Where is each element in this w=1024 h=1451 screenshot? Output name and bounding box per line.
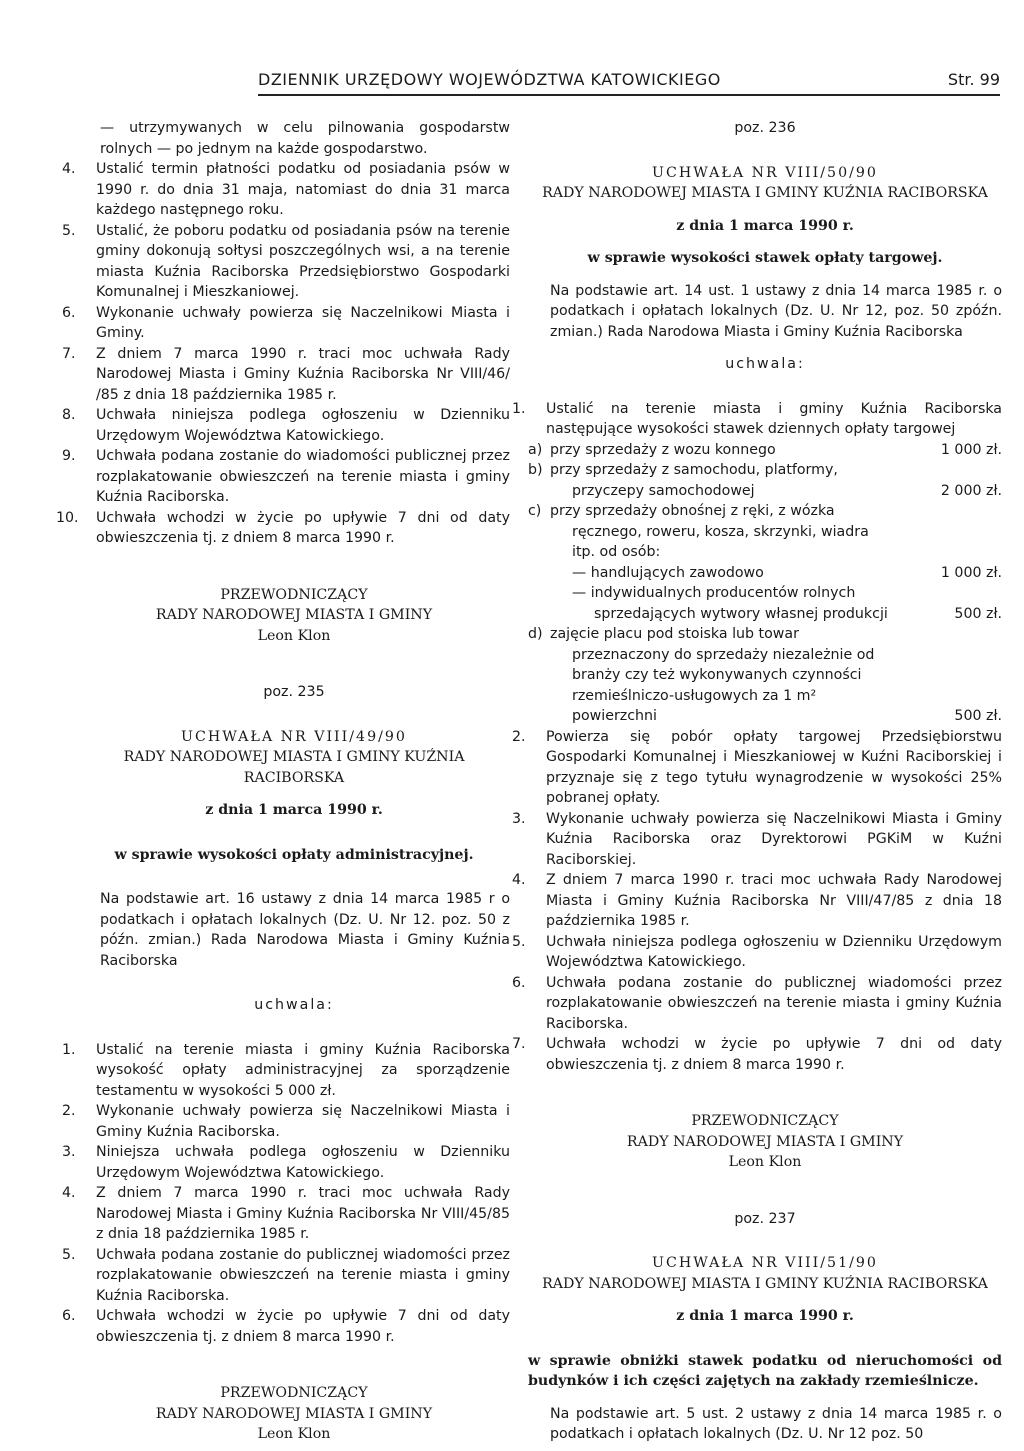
resolution-item-5: 6. Uchwała podana zostanie do publicznej wiadomości przez rozplakatowanie obwieszczeń na terenie miasta i gminy Kuźnia Raciborska. bbox=[512, 974, 1002, 1032]
right-column bbox=[512, 118, 1002, 1445]
signature-council: RADY NARODOWEJ MIASTA I GMINY bbox=[155, 607, 433, 623]
resolution-item-3: 3. Niniejsza uchwała podlega ogłoszeniu w Dzienniku Urzędowym Województwa Katowickiego. bbox=[62, 1144, 510, 1181]
fee-c: c) przy sprzedaży obnośnej z ręki, z wózka ręcznego, roweru, kosza, skrzynki, wiadra itp. od osób: — handlujących zawodowo 1 000 zł. — indywidualnych producentów rolnych sprzedających wytwory własnej produkcji 500 zł. bbox=[528, 503, 1002, 622]
resolution-item-5: 5. Uchwała podana zostanie do publicznej wiadomości przez rozplakatowanie obwieszczeń na terenie miasta i gminy Kuźnia Raciborska. bbox=[62, 1246, 510, 1304]
legal-basis: Na podstawie art. 16 ustawy z dnia 14 marca 1985 r o podatkach i opłatach lokalnych (Dz. U. Nr 12. poz. 50 z późn. zmian.) Rada Narodowa Miasta i Gminy Kuźnia Raciborska bbox=[100, 891, 510, 969]
resolution-title: UCHWAŁA NR VIII/50/90 bbox=[652, 164, 878, 181]
page-header bbox=[258, 68, 1000, 96]
signature-council: RADY NARODOWEJ MIASTA I GMINY bbox=[626, 1133, 904, 1150]
signature-name: Leon Klon bbox=[257, 1426, 331, 1442]
fee-b: b) przy sprzedaży z samochodu, platformy, przyczepy samochodowej 2 000 zł. bbox=[528, 462, 1002, 499]
resolution-236-items bbox=[512, 727, 1002, 1076]
uchwala-heading: uchwala: bbox=[725, 356, 805, 372]
fee-d: d) zajęcie placu pod stoiska lub towar przeznaczony do sprzedaży niezależnie od branży czy też wykonywanych czynności rzemieślniczo-usługowych za 1 m² powierzchni 500 zł. bbox=[528, 626, 1002, 724]
resolution-item-1: 4. Ustalić termin płatności podatku od posiadania psów w 1990 r. do dnia 31 maja, natomiast do dnia 31 marca każdego następnego roku. bbox=[62, 161, 510, 218]
resolution-item-2: 5. Ustalić, że poboru podatku od posiadania psów na terenie gminy dokonują sołtysi poszczególnych wsi, a na terenie miasta Kuźnia Raciborska Przedsiębiorstwo Gospodarki Komunalnej i Mieszkaniowej. bbox=[62, 222, 510, 300]
signature-name: Leon Klon bbox=[257, 627, 331, 644]
resolution-subject: w sprawie obniżki stawek podatku od nieruchomości od budynków i ich części zajętych na zakłady rzemieślnicze. bbox=[528, 1352, 1002, 1389]
journal-title: DZIENNIK URZĘDOWY WOJEWÓDZTWA KATOWICKIEGO bbox=[258, 70, 721, 89]
page-number: Str. 99 bbox=[947, 70, 1000, 89]
signature-title: PRZEWODNICZĄCY bbox=[220, 1385, 368, 1401]
resolution-item-3: 6. Wykonanie uchwały powierza się Naczelnikowi Miasta i Gminy. bbox=[62, 304, 510, 341]
resolution-item-7: 10. Uchwała wchodzi w życie po upływie 7 dni od daty obwieszczenia tj. z dniem 8 marca 1990 r. bbox=[56, 509, 510, 546]
position-number: poz. 235 bbox=[263, 684, 325, 700]
signature-council: RADY NARODOWEJ MIASTA I GMINY bbox=[155, 1405, 433, 1422]
resolution-item-4: 7. Z dniem 7 marca 1990 r. traci moc uchwała Rady Narodowej Miasta i Gminy Kuźnia Raciborska Nr VIII/46/ /85 z dnia 18 października 1985 r. bbox=[62, 345, 510, 403]
resolution-date: z dnia 1 marca 1990 r. bbox=[676, 217, 854, 234]
resolution-date: z dnia 1 marca 1990 r. bbox=[205, 802, 383, 818]
resolution-item-4: 4. Z dniem 7 marca 1990 r. traci moc uchwała Rady Narodowej Miasta i Gminy Kuźnia Raciborska Nr VIII/45/85 z dnia 18 października 1985 r. bbox=[62, 1185, 510, 1242]
resolution-item-3: 4. Z dniem 7 marca 1990 r. traci moc uchwała Rady Narodowej Miasta i Gminy Kuźnia Raciborska Nr VIII/47/85 z dnia 18 października 1985 r. bbox=[512, 872, 1002, 929]
resolution-item-1: 2. Powierza się pobór opłaty targowej Przedsiębiorstwu Gospodarki Komunalnej i Mieszkaniowej w Kuźni Raciborskiej i przyznaje się z tego tytułu wynagrodzenie w wysokości 25% pobranej opłaty. bbox=[512, 728, 1002, 806]
resolution-council: RADY NARODOWEJ MIASTA I GMINY KUŹNIA RACIBORSKA bbox=[123, 749, 465, 786]
left-column bbox=[56, 118, 510, 1445]
resolution-item-6: 9. Uchwała podana zostanie do wiadomości publicznej przez rozplakatowanie obwieszczeń na terenie miasta i gminy Kuźnia Raciborska. bbox=[62, 448, 510, 505]
resolution-item-1: 1. Ustalić na terenie miasta i gminy Kuźnia Raciborska następujące wysokości stawek dziennych opłaty targowej bbox=[512, 400, 1002, 437]
resolution-council: RADY NARODOWEJ MIASTA I GMINY KUŹNIA RACIBORSKA bbox=[542, 185, 988, 201]
signature-name: Leon Klon bbox=[728, 1154, 802, 1170]
signature-title: PRZEWODNICZĄCY bbox=[220, 586, 368, 603]
resolution-title: UCHWAŁA NR VIII/51/90 bbox=[652, 1255, 878, 1271]
resolution-title: UCHWAŁA NR VIII/49/90 bbox=[181, 728, 407, 745]
signature-title: PRZEWODNICZĄCY bbox=[691, 1113, 839, 1129]
intro-text: — utrzymywanych w celu pilnowania gospodarstw rolnych — po jednym na każde gospodarstwo. bbox=[100, 120, 510, 157]
fee-a: a) przy sprzedaży z wozu konnego 1 000 zł. bbox=[528, 441, 1002, 458]
resolution-item-6: 7. Uchwała wchodzi w życie po upływie 7 dni od daty obwieszczenia tj. z dniem 8 marca 1990 r. bbox=[512, 1036, 1002, 1073]
resolution-item-5: 8. Uchwała niniejsza podlega ogłoszeniu w Dzienniku Urzędowym Województwa Katowickiego. bbox=[62, 407, 510, 444]
position-number: poz. 237 bbox=[734, 1210, 796, 1227]
legal-basis: Na podstawie art. 14 ust. 1 ustawy z dnia 14 marca 1985 r. o podatkach i opłatach lokalnych (Dz. U. Nr 12, poz. 50 zpóźn. zmian.) Rada Narodowa Miasta i Gminy Kuźnia Raciborska bbox=[550, 282, 1002, 340]
resolution-subject: w sprawie wysokości stawek opłaty targowej. bbox=[587, 250, 943, 266]
resolution-council: RADY NARODOWEJ MIASTA I GMINY KUŹNIA RACIBORSKA bbox=[542, 1275, 988, 1292]
resolution-subject: w sprawie wysokości opłaty administracyjnej. bbox=[114, 846, 474, 863]
position-number: poz. 236 bbox=[734, 120, 796, 136]
resolution-item-4: 5. Uchwała niniejsza podlega ogłoszeniu w Dzienniku Urzędowym Województwa Katowickiego. bbox=[512, 933, 1002, 970]
resolution-item-2: 3. Wykonanie uchwały powierza się Naczelnikowi Miasta i Gminy Kuźnia Raciborska oraz Dyrektorowi PGKiM w Kuźni Raciborskiej. bbox=[512, 810, 1002, 868]
resolution-235-items bbox=[62, 1040, 510, 1348]
resolution-item-6: 6. Uchwała wchodzi w życie po upływie 7 dni od daty obwieszczenia tj. z dniem 8 marca 1990 r. bbox=[62, 1308, 510, 1345]
resolution-item-2: 2. Wykonanie uchwały powierza się Naczelnikowi Miasta i Gminy Kuźnia Raciborska. bbox=[62, 1103, 510, 1140]
resolution-234-items bbox=[56, 159, 510, 549]
resolution-date: z dnia 1 marca 1990 r. bbox=[676, 1308, 854, 1324]
uchwala-heading: uchwala: bbox=[254, 997, 334, 1013]
resolution-item-1: 1. Ustalić na terenie miasta i gminy Kuźnia Raciborska wysokość opłaty administracyjnej za sporządzenie testamentu w wysokości 5 000 zł. bbox=[62, 1041, 510, 1099]
legal-basis: Na podstawie art. 5 ust. 2 ustawy z dnia 14 marca 1985 r. o podatkach i opłatach lokalnych (Dz. U. Nr 12 poz. 50 bbox=[550, 1405, 1002, 1442]
